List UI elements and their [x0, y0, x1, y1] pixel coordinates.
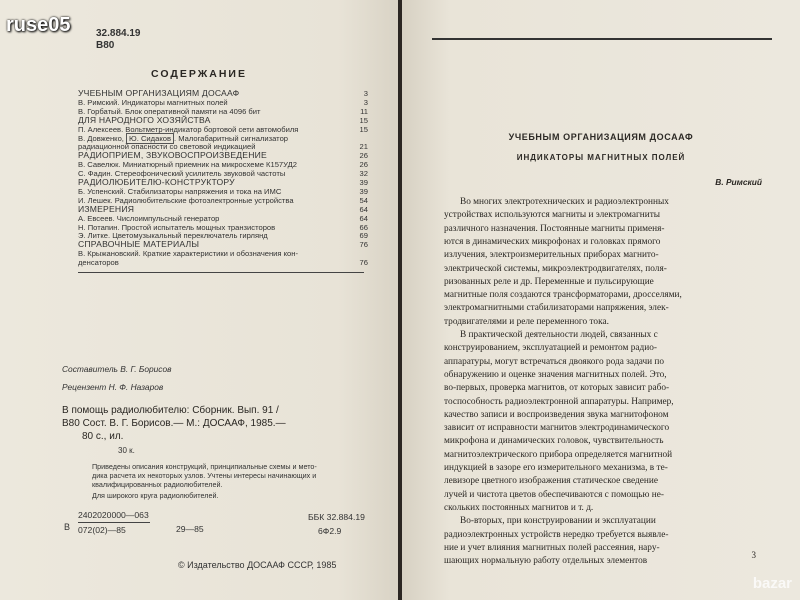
copyright: © Издательство ДОСААФ СССР, 1985 [178, 560, 337, 570]
reviewer: Рецензент Н. Ф. Назаров [62, 382, 164, 392]
article-author: В. Римский [715, 177, 762, 187]
toc-page-number: 54 [359, 195, 368, 205]
toc-item-title: Э. Литке. Цветомузыкальный переключатель гирлянд [78, 231, 268, 241]
compiler: Составитель В. Г. Борисов [62, 364, 172, 374]
toc-item-title: В. Римский. Индикаторы магнитных полей [78, 97, 228, 107]
article-line: зависит от исправности магнитов электродинамического [444, 423, 670, 434]
article-line: магнитные поля создаются трансформаторами, дросселями, [444, 290, 682, 301]
article-line: лучей и чистота цветов обеспечиваются с помощью не- [444, 489, 664, 500]
bibliographic-line-1: В помощь радиолюбителю: Сборник. Вып. 91 / [62, 405, 279, 416]
article-line: радиоэлектронных устройств нередко требуется выявле- [444, 529, 669, 540]
toc-page-number: 39 [359, 178, 368, 187]
index-code: В80 [96, 40, 115, 51]
article-line: магнитоэлектрического прибора определяется магнитной [444, 449, 673, 460]
bbk-code: ББК 32.884.19 [308, 512, 365, 522]
article-line: электромагнитными стабилизаторами напряжения, элек- [444, 303, 669, 314]
toc-section-title: РАДИОЛЮБИТЕЛЮ-КОНСТРУКТОРУ [78, 177, 235, 187]
article-line: обнаружению и оценке значения магнитных полей. Это, [444, 369, 667, 380]
article-line: излучения, электроизмерительных приборах магнито- [444, 250, 659, 261]
toc-item-title: Н. Потапин. Простой испытатель мощных транзисторов [78, 222, 276, 232]
article-line: шающих нормальную работу отдельных элементов [444, 556, 648, 567]
toc-item-title: С. Фадин. Стереофонический усилитель звуковой частоты [78, 169, 286, 179]
article-line: ются в динамических микрофонах и головках прямого [444, 236, 661, 247]
article-line: устройствах используются магниты и электромагниты [444, 210, 661, 221]
article-line: конструированием, эксплуатацией и ремонтом радио- [444, 343, 657, 354]
watermark-bottom: bazar [752, 575, 792, 592]
article-line: Во-вторых, при конструировании и эксплуатации [460, 516, 656, 527]
toc-section-title: РАДИОПРИЕМ, ЗВУКОВОСПРОИЗВЕДЕНИЕ [78, 150, 267, 161]
toc-item-title: В. Крыжановский. Краткие характеристики и обозначения кон- [78, 249, 299, 259]
article-title: ИНДИКАТОРЫ МАГНИТНЫХ ПОЛЕЙ [516, 153, 686, 162]
annotation-line-3: квалифицированных радиолюбителей. [92, 480, 223, 489]
article-line: электрической системы, микроэлектродвигателях, поля- [444, 263, 667, 274]
divider [78, 272, 364, 273]
index-denominator: 072(02)—85 [78, 525, 126, 535]
article-line: аппаратуры, могут встречаться двоякого рода задачи по [444, 356, 665, 367]
toc-item-title: В. Савелюк. Миниатюрный приемник на микросхеме К157УД2 [78, 160, 297, 170]
toc-page-number: 76 [359, 258, 368, 268]
article-line: тродвигателями и реле переменного тока. [444, 316, 609, 327]
right-page [402, 0, 800, 600]
toc-page-number: 64 [359, 204, 368, 214]
toc-page-number: 21 [359, 142, 368, 152]
article-line: Во многих электротехнических и радиоэлектронных [460, 197, 669, 207]
toc-section-title: ИЗМЕРЕНИЯ [78, 203, 135, 214]
toc-item-title: Б. Успенский. Стабилизаторы напряжения и тока на ИМС [78, 186, 282, 196]
index-fraction-line [78, 522, 150, 523]
toc-section-title: СПРАВОЧНЫЕ МАТЕРИАЛЫ [78, 239, 200, 250]
header-rule [432, 38, 772, 40]
toc-page-number: 64 [359, 213, 368, 223]
bbk-code-2: 6Ф2.9 [318, 526, 342, 536]
toc-page-number: 15 [359, 115, 368, 125]
toc-page-number: 26 [359, 160, 368, 170]
toc-page-number: 15 [359, 124, 368, 134]
annotation-line-4: Для широкого круга радиолюбителей. [92, 491, 219, 500]
toc-title: СОДЕРЖАНИЕ [151, 68, 247, 80]
toc-page-number: 32 [359, 169, 368, 179]
page-number: 3 [751, 550, 756, 560]
index-letter: В [64, 522, 71, 532]
toc-page-number: 26 [359, 151, 368, 161]
udk-code: 32.884.19 [96, 28, 141, 39]
article-line: В практической деятельности людей, связанных с [460, 330, 658, 340]
toc-item-title: радиационной опасности со световой индикацией [78, 142, 256, 152]
toc-page-number: 3 [363, 97, 368, 107]
index-right: 29—85 [176, 524, 204, 534]
article-line: различного назначения. Постоянные магниты применя- [444, 223, 665, 234]
article-line: индукцией в зазоре его измерительного механизма, в те- [444, 463, 668, 473]
toc-page-number: 3 [363, 89, 368, 98]
toc-item-title: В. Горбатый. Блок оперативной памяти на 4096 бит [78, 106, 261, 116]
article-line: ризованных реле и др. Переменные и пульсирующие [444, 276, 654, 287]
toc-item-title: А. Евсеев. Числоимпульсный генератор [78, 213, 220, 223]
price: 30 к. [118, 446, 135, 455]
toc-item-title: И. Лешек. Радиолюбительские фотоэлектронные устройства [78, 195, 294, 205]
article-line: скольких постоянных магнитов и т. д. [444, 502, 594, 513]
annotation-line-1: Приведены описания конструкций, принципиальные схемы и мето- [92, 462, 317, 471]
left-page [0, 0, 398, 600]
index-numerator: 2402020000—063 [78, 510, 149, 520]
article-line: микрофона и динамических головок, чувствительность [444, 436, 664, 447]
article-line: тоспособность радиоэлектронной аппаратуры. Например, [444, 396, 674, 407]
toc-page-number: 11 [360, 106, 368, 116]
section-title: УЧЕБНЫМ ОРГАНИЗАЦИЯМ ДОСААФ [508, 132, 694, 142]
article-line: ние и учет влияния магнитных полей рассеяния, нару- [444, 542, 660, 553]
bibliographic-line-2: В80 Сост. В. Г. Борисов.— М.: ДОСААФ, 1985.— [62, 418, 286, 429]
article-line: качество записи и воспроизведения звука магнитофоном [444, 409, 669, 420]
bibliographic-line-3: 80 с., ил. [82, 431, 124, 442]
article-line: левизоре цветного изображения статическое сведение [444, 476, 658, 487]
toc-item-title: денсаторов [78, 258, 119, 268]
watermark: ruse05 [6, 14, 71, 36]
toc-page-number: 39 [359, 186, 368, 196]
toc-page-number: 69 [359, 231, 368, 241]
annotation-line-2: дика расчета их некоторых узлов. Учтены интересы начинающих и [92, 471, 317, 480]
highlighted-author: Ю. Сидаков [126, 133, 174, 144]
toc-item-title: В. Довженко, Ю. Сидаков . Малогабаритный сигнализатор [78, 133, 289, 143]
toc-item-title: П. Алексеев. Вольтметр-индикатор бортовой сети автомобиля [78, 124, 299, 134]
toc-page-number: 76 [359, 240, 368, 250]
toc-section-title: ДЛЯ НАРОДНОГО ХОЗЯЙСТВА [78, 114, 211, 125]
article-line: во-первых, проверка магнитов, от которых зависит рабо- [444, 383, 670, 394]
toc-page-number: 66 [359, 222, 368, 232]
toc-section-title: УЧЕБНЫМ ОРГАНИЗАЦИЯМ ДОСААФ [78, 88, 240, 98]
